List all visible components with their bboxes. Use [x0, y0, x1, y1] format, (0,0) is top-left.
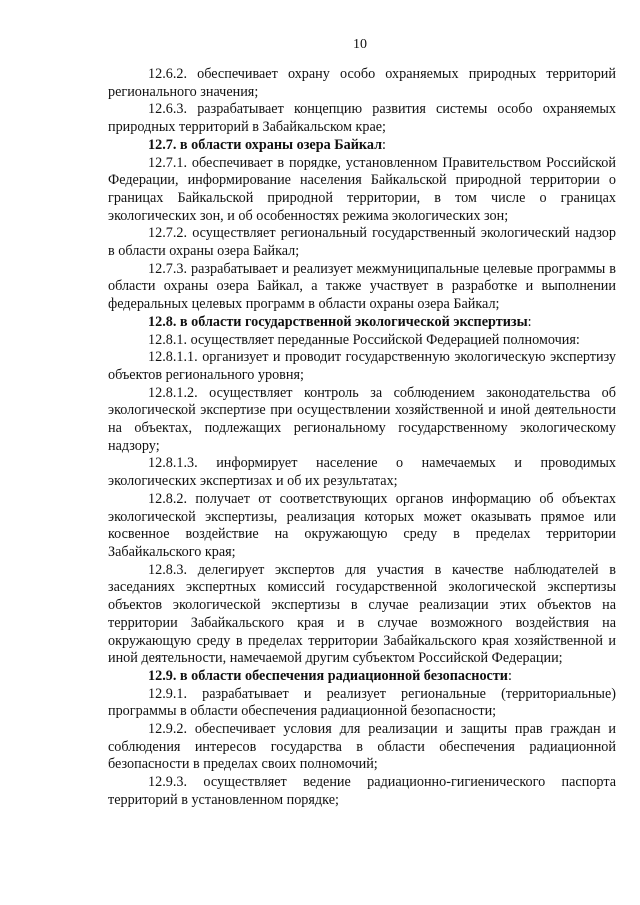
paragraph-12-8-1-2: 12.8.1.2. осуществляет контроль за соблюдением законодательства об экологической экспертизе при осуществлении хозяйственной и иной деятельности на объектах, подлежащих региональному государственному экологическому надзору;	[108, 384, 616, 454]
paragraph-12-7-2: 12.7.2. осуществляет региональный государственный экологический надзор в области охраны озера Байкал;	[108, 225, 616, 260]
document-body	[108, 66, 616, 810]
section-heading-text: 12.9. в области обеспечения радиационной безопасности	[148, 667, 508, 684]
paragraph-12-9-1: 12.9.1. разрабатывает и реализует региональные (территориальные) программы в области обеспечения радиационной безопасности;	[108, 685, 616, 720]
heading-punctuation: :	[382, 136, 386, 153]
section-heading-12-8	[108, 314, 616, 332]
paragraph-12-7-1: 12.7.1. обеспечивает в порядке, установленном Правительством Российской Федерации, информирование населения Байкальской природной территории о границах Байкальской природной территории, в том числе о границах экологических зон, и об особенностях режима экологических зон;	[108, 154, 616, 224]
section-heading-text: 12.7. в области охраны озера Байкал	[148, 136, 383, 153]
paragraph-12-9-2: 12.9.2. обеспечивает условия для реализации и защиты прав граждан и соблюдения интересов государства в области обеспечения радиационной безопасности в пределах своих полномочий;	[108, 721, 616, 773]
paragraph-12-8-2: 12.8.2. получает от соответствующих органов информацию об объектах экологической экспертизы, реализация которых может оказывать прямое или косвенное воздействие на окружающую среду в пределах территории Забайкальского края;	[108, 490, 616, 560]
paragraph-12-6-3: 12.6.3. разрабатывает концепцию развития системы особо охраняемых природных территорий в Забайкальском крае;	[108, 101, 616, 136]
section-heading-text: 12.8. в области государственной экологической экспертизы	[148, 313, 528, 330]
page-number: 10	[353, 37, 367, 52]
paragraph-12-8-1: 12.8.1. осуществляет переданные Российской Федерацией полномочия:	[148, 331, 580, 348]
section-heading-12-7	[108, 137, 616, 155]
paragraph-12-9-3: 12.9.3. осуществляет ведение радиационно-гигиенического паспорта территорий в установленном порядке;	[108, 774, 616, 808]
paragraph-12-8-1-1: 12.8.1.1. организует и проводит государственную экологическую экспертизу объектов регионального уровня;	[108, 349, 616, 383]
paragraph-12-6-2: 12.6.2. обеспечивает охрану особо охраняемых природных территорий регионального значения;	[108, 66, 616, 100]
paragraph-12-8-3: 12.8.3. делегирует экспертов для участия в качестве наблюдателей в заседаниях экспертных комиссий государственной экологической экспертизы объектов экологической экспертизы в случае реализации этих объектов на территории Забайкальского края и в случае возможного воздействия на окружающую среду в пределах территории Забайкальского края хозяйственной и иной деятельности, намечаемой другим субъектом Российской Федерации;	[108, 561, 616, 667]
heading-punctuation: :	[508, 667, 512, 684]
paragraph-12-7-3: 12.7.3. разрабатывает и реализует межмуниципальные целевые программы в области охраны озера Байкал, а также участвует в разработке и выполнении федеральных целевых программ в области охраны озера Байкал;	[108, 260, 616, 313]
section-heading-12-9	[108, 668, 616, 686]
paragraph-12-8-1-3: 12.8.1.3. информирует население о намечаемых и проводимых экологических экспертизах и об их результатах;	[108, 455, 616, 490]
heading-punctuation: :	[527, 313, 532, 330]
